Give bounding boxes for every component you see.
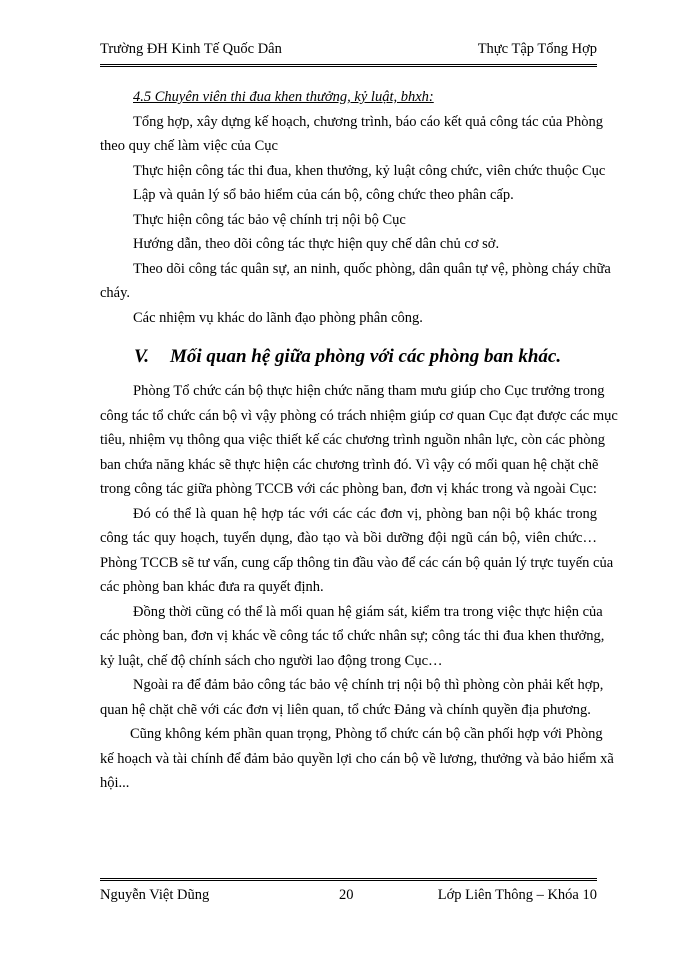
- page-number: 20: [339, 887, 354, 903]
- duty-line: Theo dõi công tác quân sự, an ninh, quốc phòng, dân quân tự vệ, phòng cháy chữa: [133, 260, 611, 277]
- page-footer: [100, 878, 597, 904]
- paragraph-3: [100, 600, 605, 674]
- header-report-title: Thực Tập Tổng Hợp: [477, 41, 597, 57]
- paragraph-2: [100, 502, 614, 600]
- paragraph-line: Ngoài ra để đảm bảo công tác bảo vệ chính trị nội bộ thì phòng còn phải kết hợp,: [133, 677, 604, 693]
- paragraph-1: [100, 379, 618, 502]
- paragraph-line: công tác tổ chức cán bộ vì vậy phòng có trách nhiệm giúp cơ quan Cục đạt được các mục: [100, 407, 618, 424]
- page-content: [100, 85, 618, 796]
- paragraph-line: kỷ luật, chế độ chính sách cho người lao động trong Cục…: [100, 652, 443, 669]
- section-title: Mối quan hệ giữa phòng với các phòng ban khác.: [170, 346, 562, 367]
- footer-author: Nguyễn Việt Dũng: [100, 887, 210, 903]
- paragraph-line: Cũng không kém phần quan trọng, Phòng tổ chức cán bộ cần phối hợp với Phòng: [130, 726, 603, 742]
- paragraph-5: [100, 722, 614, 796]
- paragraph-line: quan hệ chặt chẽ với các đơn vị liên quan, tổ chức Đảng và chính quyền địa phương.: [100, 701, 591, 718]
- section-number: V.: [134, 346, 149, 367]
- paragraph-line: Phòng TCCB sẽ tư vấn, cung cấp thông tin đầu vào để các cán bộ quản lý trực tuyến của: [100, 554, 614, 571]
- footer-class: Lớp Liên Thông – Khóa 10: [437, 887, 597, 903]
- paragraph-4: [100, 673, 604, 722]
- paragraph-line: các phòng ban khác đưa ra quyết định.: [100, 579, 324, 595]
- paragraph-line: công tác quy hoạch, tuyển dụng, đào tạo và bồi dưỡng đội ngũ cán bộ, viên chức…: [100, 530, 597, 546]
- duty-line: cháy.: [100, 285, 131, 301]
- paragraph-line: các phòng ban, đơn vị khác về công tác tổ chức nhân sự; công tác thi đua khen thưởng,: [100, 628, 605, 644]
- paragraph-line: kế hoạch và tài chính để đảm bảo quyền lợi cho cán bộ về lương, thưởng và bảo hiểm xã: [100, 750, 614, 767]
- paragraph-line: ban chứa năng khác sẽ thực hiện các chương trình đó. Vì vậy có mối quan hệ chặt chẽ: [100, 456, 599, 473]
- duty-line: Thực hiện công tác thi đua, khen thưởng, kỷ luật công chức, viên chức thuộc Cục: [133, 162, 606, 179]
- paragraph-line: Phòng Tổ chức cán bộ thực hiện chức năng tham mưu giúp cho Cục trưởng trong: [133, 383, 605, 399]
- paragraph-line: trong công tác giữa phòng TCCB với các phòng ban, đơn vị khác trong và ngoài Cục:: [100, 481, 597, 497]
- duty-line: theo quy chế làm việc của Cục: [100, 138, 278, 154]
- duty-line: Thực hiện công tác bảo vệ chính trị nội bộ Cục: [133, 211, 406, 228]
- paragraph-line: hội...: [100, 775, 130, 791]
- duty-line: Tổng hợp, xây dựng kế hoạch, chương trình, báo cáo kết quả công tác của Phòng: [133, 113, 603, 130]
- page-header: [100, 41, 597, 67]
- paragraph-line: Đồng thời cũng có thể là mối quan hệ giám sát, kiểm tra trong việc thực hiện của: [133, 603, 603, 620]
- header-school: Trường ĐH Kinh Tế Quốc Dân: [100, 41, 282, 57]
- subsection-title: 4.5 Chuyên viên thi đua khen thưởng, kỷ luật, bhxh:: [133, 89, 434, 105]
- paragraph-line: Đó có thể là quan hệ hợp tác với các các đơn vị, phòng ban nội bộ khác trong: [133, 505, 597, 522]
- section-heading: [100, 343, 597, 371]
- duty-line: Hướng dẫn, theo dõi công tác thực hiện quy chế dân chủ cơ sở.: [133, 236, 500, 252]
- duty-line: Các nhiệm vụ khác do lãnh đạo phòng phân công.: [133, 309, 423, 326]
- duty-line: Lập và quản lý sổ bảo hiểm của cán bộ, công chức theo phân cấp.: [133, 187, 514, 203]
- paragraph-line: tiêu, nhiệm vụ thông qua việc thiết kế các chương trình nguồn nhân lực, còn các phòng: [100, 432, 605, 448]
